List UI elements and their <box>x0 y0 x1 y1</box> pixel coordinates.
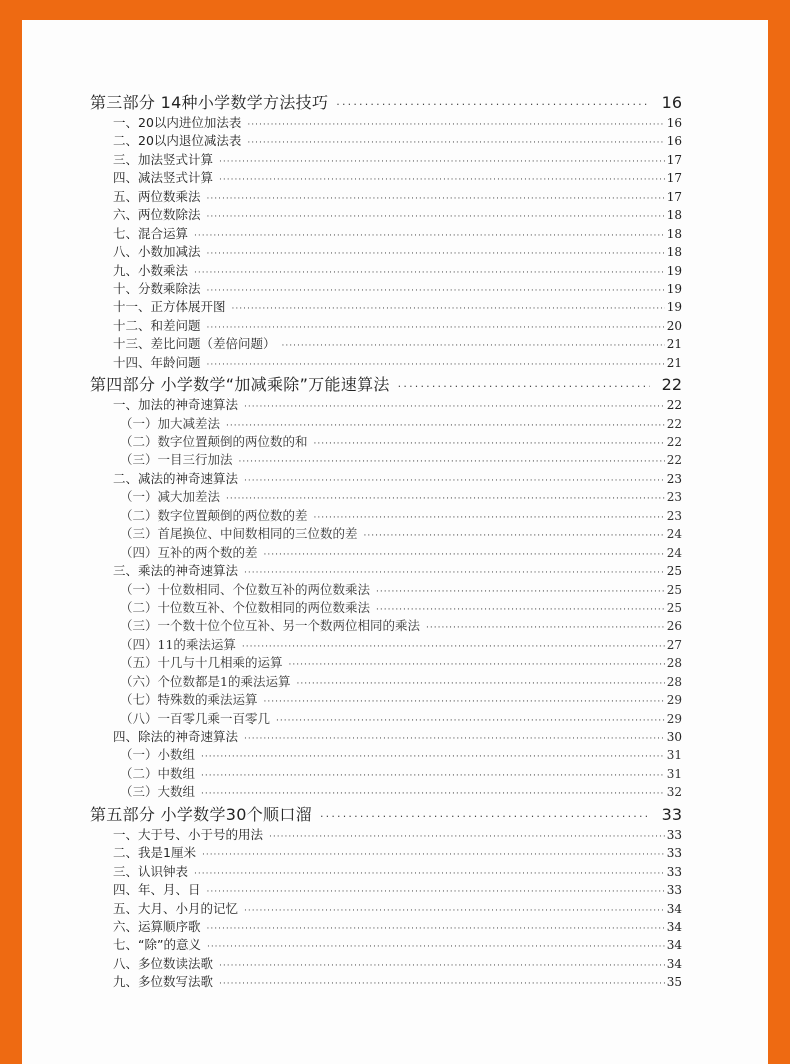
dot-leader <box>194 865 665 881</box>
toc-section-row <box>90 844 682 862</box>
dot-leader <box>314 509 665 525</box>
toc-page-number: 29 <box>666 711 682 726</box>
toc-section-row <box>90 396 682 414</box>
toc-entry-title: （三）首尾换位、中间数相同的三位数的差 <box>120 526 358 542</box>
toc-entry-title: 三、认识钟表 <box>113 863 189 879</box>
toc-page-number: 25 <box>666 564 682 579</box>
toc-page-number: 31 <box>666 748 682 763</box>
dot-leader <box>364 527 665 543</box>
toc-page-number: 21 <box>666 337 682 352</box>
toc-page-number: 18 <box>666 208 682 223</box>
dot-leader <box>207 282 665 298</box>
toc-subsection-row <box>90 691 682 709</box>
dot-leader <box>219 975 665 991</box>
toc-page-number: 34 <box>666 919 682 934</box>
document-page <box>22 20 768 1064</box>
toc-page-number: 16 <box>666 116 682 130</box>
toc-page-number: 16 <box>666 134 682 149</box>
dot-leader <box>264 546 665 562</box>
toc-section-row <box>90 335 682 353</box>
toc-entry-title: 十一、正方体展开图 <box>113 299 226 315</box>
dot-leader <box>219 171 665 187</box>
toc-page-number: 22 <box>666 398 682 413</box>
toc-page-number: 28 <box>666 674 682 689</box>
toc-page-number: 23 <box>666 490 682 505</box>
dot-leader <box>276 712 665 728</box>
toc-page-number: 32 <box>666 785 682 800</box>
toc-entry-title: （一）十位数相同、个位数互补的两位数乘法 <box>120 581 371 597</box>
dot-leader <box>207 938 665 954</box>
dot-leader <box>376 601 665 617</box>
toc-section-row <box>90 881 682 899</box>
toc-subsection-row <box>90 433 682 451</box>
dot-leader <box>398 376 650 396</box>
toc-entry-title: 十二、和差问题 <box>113 317 201 333</box>
toc-page-number: 17 <box>666 152 682 167</box>
toc-entry-title: 七、混合运算 <box>113 225 189 241</box>
toc-section-row <box>90 900 682 918</box>
dot-leader <box>282 337 665 353</box>
toc-page-number: 20 <box>666 318 682 333</box>
toc-subsection-row <box>90 765 682 783</box>
toc-entry-title: （一）小数组 <box>120 747 196 763</box>
toc-entry-title: （四）互补的两个数的差 <box>120 544 258 560</box>
toc-page-number: 27 <box>666 637 682 652</box>
toc-section-row <box>90 188 682 206</box>
toc-page-number: 22 <box>666 435 682 449</box>
toc-page-number: 24 <box>666 545 682 560</box>
toc-entry-title: 二、减法的神奇速算法 <box>113 470 239 486</box>
toc-page-number: 22 <box>666 416 682 431</box>
toc-page-number: 23 <box>666 508 682 523</box>
dot-leader <box>242 638 665 654</box>
toc-page-number: 26 <box>666 619 682 634</box>
toc-entry-title: 第五部分 小学数学30个顺口溜 <box>90 804 312 824</box>
toc-entry-title: （二）中数组 <box>120 765 196 781</box>
toc-page-number: 33 <box>661 804 682 824</box>
toc-section-row <box>90 206 682 224</box>
dot-leader <box>219 153 665 169</box>
toc-entry-title: 第四部分 小学数学“加减乘除”万能速算法 <box>90 375 390 395</box>
toc-page-number: 18 <box>666 226 682 241</box>
dot-leader <box>336 94 649 114</box>
toc-entry-title: 十三、差比问题（差倍问题） <box>113 336 276 352</box>
toc-entry-title: 第三部分 14种小学数学方法技巧 <box>90 93 329 112</box>
toc-page-number: 25 <box>666 582 682 597</box>
toc-entry-title: 四、年、月、日 <box>113 882 201 898</box>
toc-section-row <box>90 169 682 187</box>
dot-leader <box>201 785 665 801</box>
dot-leader <box>244 472 665 488</box>
toc-part-row <box>90 374 682 396</box>
toc-entry-title: （四）11的乘法运算 <box>120 636 236 652</box>
dot-leader <box>207 883 665 899</box>
toc-section-row <box>90 973 682 991</box>
toc-subsection-row <box>90 783 682 801</box>
toc-subsection-row <box>90 710 682 728</box>
dot-leader <box>232 300 665 316</box>
toc-entry-title: 十四、年龄问题 <box>113 354 201 370</box>
dot-leader <box>244 564 665 580</box>
dot-leader <box>207 208 665 224</box>
toc-page-number: 19 <box>666 263 682 278</box>
toc-entry-title: 三、加法竖式计算 <box>113 151 214 167</box>
toc-page-number: 29 <box>666 693 682 708</box>
dot-leader <box>376 583 665 599</box>
toc-subsection-row <box>90 507 682 525</box>
toc-section-row <box>90 317 682 335</box>
toc-entry-title: 九、多位数写法歌 <box>113 974 214 990</box>
toc-part-row <box>90 92 682 114</box>
toc-entry-title: 三、乘法的神奇速算法 <box>113 563 239 579</box>
toc-section-row <box>90 114 682 132</box>
toc-section-row <box>90 863 682 881</box>
dot-leader <box>194 227 665 243</box>
dot-leader <box>244 902 665 918</box>
toc-page-number: 21 <box>666 355 682 370</box>
toc-entry-title: （八）一百零几乘一百零几 <box>120 710 271 726</box>
toc-entry-title: （二）数字位置颠倒的两位数的和 <box>120 434 308 449</box>
toc-entry-title: （五）十几与十几相乘的运算 <box>120 655 283 671</box>
dot-leader <box>202 846 665 862</box>
toc-part-row <box>90 804 682 826</box>
toc-entry-title: 七、“除”的意义 <box>113 937 201 953</box>
toc-section-row <box>90 225 682 243</box>
toc-page-number: 19 <box>666 281 682 296</box>
toc-entry-title: （六）个位数都是1的乘法运算 <box>120 673 291 689</box>
toc-page-number: 18 <box>666 245 682 260</box>
dot-leader <box>244 398 665 414</box>
toc-subsection-row <box>90 525 682 543</box>
dot-leader <box>296 675 664 691</box>
dot-leader <box>264 693 665 709</box>
dot-leader <box>207 190 665 206</box>
toc-page-number: 16 <box>661 93 682 112</box>
dot-leader <box>201 748 665 764</box>
toc-entry-title: 八、多位数读法歌 <box>113 955 214 971</box>
dot-leader <box>226 490 665 506</box>
dot-leader <box>247 134 664 150</box>
toc-entry-title: 五、两位数乘法 <box>113 188 201 204</box>
toc-entry-title: 四、除法的神奇速算法 <box>113 729 239 744</box>
toc-entry-title: 二、20以内退位减法表 <box>113 133 242 149</box>
toc-page-number: 31 <box>666 766 682 781</box>
dot-leader <box>239 453 665 469</box>
toc-section-row <box>90 470 682 488</box>
table-of-contents <box>90 92 682 992</box>
toc-subsection-row <box>90 617 682 635</box>
toc-entry-title: 一、大于号、小于号的用法 <box>113 826 264 842</box>
dot-leader <box>244 730 665 746</box>
toc-entry-title: （一）加大减差法 <box>120 415 221 431</box>
toc-section-row <box>90 826 682 844</box>
toc-entry-title: 六、两位数除法 <box>113 207 201 223</box>
toc-page-number: 33 <box>666 827 682 842</box>
toc-subsection-row <box>90 415 682 433</box>
toc-entry-title: 一、20以内进位加法表 <box>113 115 242 130</box>
toc-section-row <box>90 243 682 261</box>
toc-page-number: 34 <box>666 901 682 916</box>
toc-page-number: 30 <box>666 730 682 744</box>
toc-entry-title: 九、小数乘法 <box>113 262 189 278</box>
toc-page-number: 34 <box>666 938 682 953</box>
toc-entry-title: 六、运算顺序歌 <box>113 918 201 934</box>
toc-subsection-row <box>90 746 682 764</box>
toc-entry-title: 五、大月、小月的记忆 <box>113 900 239 916</box>
toc-page-number: 34 <box>666 956 682 971</box>
toc-entry-title: （二）数字位置颠倒的两位数的差 <box>120 507 308 523</box>
toc-subsection-row <box>90 673 682 691</box>
dot-leader <box>219 957 665 973</box>
toc-page-number: 22 <box>661 375 682 395</box>
toc-subsection-row <box>90 451 682 469</box>
toc-entry-title: （七）特殊数的乘法运算 <box>120 692 258 708</box>
dot-leader <box>289 656 665 672</box>
toc-subsection-row <box>90 488 682 506</box>
toc-page-number: 24 <box>666 527 682 542</box>
toc-page-number: 19 <box>666 300 682 315</box>
toc-entry-title: 四、减法竖式计算 <box>113 170 214 186</box>
toc-section-row <box>90 562 682 580</box>
toc-page-number: 23 <box>666 471 682 486</box>
toc-section-row <box>90 955 682 973</box>
dot-leader <box>426 619 665 635</box>
dot-leader <box>320 806 650 826</box>
toc-entry-title: （三）一个数十位个位互补、另一个数两位相同的乘法 <box>120 618 421 634</box>
toc-page-number: 17 <box>666 171 682 186</box>
toc-entry-title: 一、加法的神奇速算法 <box>113 397 239 413</box>
dot-leader <box>201 767 665 783</box>
dot-leader <box>207 245 665 261</box>
toc-subsection-row <box>90 544 682 562</box>
toc-page-number: 17 <box>666 189 682 204</box>
toc-subsection-row <box>90 636 682 654</box>
toc-page-number: 33 <box>666 846 682 861</box>
dot-leader <box>207 356 665 372</box>
toc-page-number: 28 <box>666 656 682 671</box>
dot-leader <box>269 828 665 844</box>
toc-section-row <box>90 354 682 372</box>
toc-page-number: 33 <box>666 864 682 879</box>
toc-entry-title: （三）一目三行加法 <box>120 452 233 468</box>
toc-section-row <box>90 918 682 936</box>
toc-page-number: 35 <box>666 975 682 990</box>
toc-subsection-row <box>90 599 682 617</box>
toc-section-row <box>90 936 682 954</box>
toc-subsection-row <box>90 654 682 672</box>
toc-entry-title: 八、小数加减法 <box>113 244 201 260</box>
toc-entry-title: （三）大数组 <box>120 784 196 800</box>
dot-leader <box>207 319 665 335</box>
toc-entry-title: 二、我是1厘米 <box>113 845 196 861</box>
toc-page-number: 33 <box>666 883 682 898</box>
toc-subsection-row <box>90 581 682 599</box>
toc-page-number: 25 <box>666 600 682 615</box>
dot-leader <box>194 264 665 280</box>
toc-section-row <box>90 262 682 280</box>
toc-page-number: 22 <box>666 453 682 468</box>
dot-leader <box>314 435 665 451</box>
toc-section-row <box>90 728 682 746</box>
dot-leader <box>207 920 665 936</box>
toc-section-row <box>90 151 682 169</box>
dot-leader <box>226 417 665 433</box>
dot-leader <box>247 116 664 132</box>
toc-entry-title: （二）十位数互补、个位数相同的两位数乘法 <box>120 599 371 615</box>
toc-section-row <box>90 280 682 298</box>
toc-entry-title: 十、分数乘除法 <box>113 280 201 296</box>
toc-section-row <box>90 298 682 316</box>
toc-section-row <box>90 132 682 150</box>
toc-entry-title: （一）减大加差法 <box>120 489 221 505</box>
